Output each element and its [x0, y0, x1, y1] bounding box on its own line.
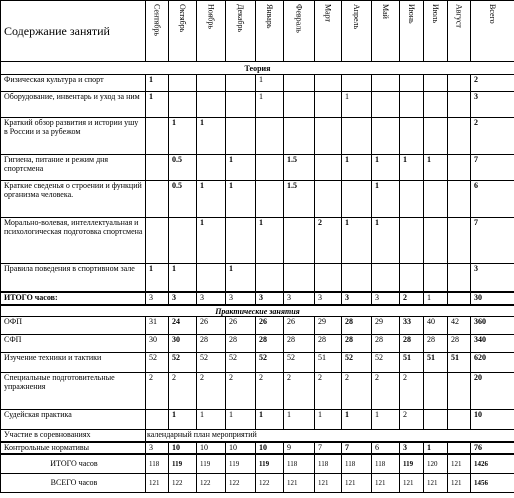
hours-cell: 7 [342, 442, 372, 454]
section-header-row [1, 305, 514, 317]
month-header-label: Июль [431, 4, 440, 24]
row-label: Контрольные нормативы [1, 442, 146, 454]
hours-cell: 52 [197, 353, 226, 373]
hours-cell: 51 [448, 353, 471, 373]
hours-cell: 118 [372, 454, 400, 474]
hours-cell: 119 [197, 454, 226, 474]
hours-cell: 2 [400, 373, 424, 410]
row-label: Правила поведения в спортивном зале [1, 264, 146, 293]
hours-cell [424, 410, 448, 430]
table-row [1, 335, 514, 353]
hours-cell [424, 118, 448, 155]
hours-cell: 28 [197, 335, 226, 353]
hours-cell: 3 [146, 442, 169, 454]
hours-cell: 1 [342, 218, 372, 264]
hours-cell: 3 [256, 292, 284, 305]
hours-cell: 28 [342, 317, 372, 335]
month-header-label: Июнь [407, 4, 416, 24]
hours-cell: 1 [146, 75, 169, 92]
hours-cell: 28 [400, 335, 424, 353]
table-row [1, 118, 514, 155]
hours-cell [284, 92, 315, 118]
hours-cell: 121 [372, 474, 400, 493]
row-label: Изучение техники и тактики [1, 353, 146, 373]
hours-cell: 119 [256, 454, 284, 474]
hours-cell: 51 [424, 353, 448, 373]
hours-cell [315, 155, 342, 181]
hours-cell: 33 [400, 317, 424, 335]
hours-cell: 3 [372, 292, 400, 305]
hours-cell: 2 [146, 373, 169, 410]
month-header [169, 1, 197, 62]
hours-cell: 1 [256, 75, 284, 92]
hours-cell: 52 [226, 353, 256, 373]
hours-cell [256, 181, 284, 218]
hours-cell [400, 92, 424, 118]
hours-cell [342, 118, 372, 155]
table-row [1, 92, 514, 118]
hours-cell [315, 118, 342, 155]
hours-cell [448, 218, 471, 264]
hours-cell: 1 [400, 155, 424, 181]
hours-cell [448, 410, 471, 430]
hours-cell: 76 [471, 442, 514, 454]
hours-cell: 52 [342, 353, 372, 373]
hours-cell: 30 [471, 292, 514, 305]
hours-cell: 6 [471, 181, 514, 218]
hours-cell [400, 118, 424, 155]
hours-cell: 1 [146, 92, 169, 118]
hours-cell: 3 [400, 442, 424, 454]
row-label: ИТОГО часов [1, 454, 146, 474]
hours-cell [197, 264, 226, 293]
hours-cell: 42 [448, 317, 471, 335]
hours-cell: 121 [146, 474, 169, 493]
hours-cell: 121 [424, 474, 448, 493]
hours-cell [424, 181, 448, 218]
hours-cell: 28 [284, 335, 315, 353]
hours-cell [448, 181, 471, 218]
hours-cell: 26 [284, 317, 315, 335]
hours-cell [284, 218, 315, 264]
hours-cell: 52 [169, 353, 197, 373]
hours-cell: 1 [372, 181, 400, 218]
row-label: Участие в соревнованиях [1, 430, 146, 443]
hours-cell [256, 155, 284, 181]
hours-cell: 20 [471, 373, 514, 410]
column-header-content: Содержание занятий [1, 1, 146, 62]
hours-cell [424, 75, 448, 92]
month-header [226, 1, 256, 62]
hours-cell: 1 [424, 155, 448, 181]
hours-cell [146, 181, 169, 218]
hours-cell [169, 92, 197, 118]
hours-cell: 51 [315, 353, 342, 373]
hours-cell: 121 [342, 474, 372, 493]
hours-cell: 2 [342, 373, 372, 410]
hours-cell: 340 [471, 335, 514, 353]
hours-cell: 26 [226, 317, 256, 335]
month-header-label: Ноябрь [206, 4, 216, 30]
hours-cell: 119 [169, 454, 197, 474]
hours-cell: 1 [342, 92, 372, 118]
hours-cell: 2 [471, 118, 514, 155]
hours-cell [448, 264, 471, 293]
row-label: Специальные подготовительные упражнения [1, 373, 146, 410]
row-label: Краткие сведенья о строении и функций организма человека. [1, 181, 146, 218]
hours-cell: 2 [284, 373, 315, 410]
hours-cell: 620 [471, 353, 514, 373]
table-row [1, 353, 514, 373]
hours-cell [448, 292, 471, 305]
hours-cell: 1 [146, 264, 169, 293]
hours-cell: 122 [256, 474, 284, 493]
row-label: Оборудование, инвентарь и уход за ним [1, 92, 146, 118]
hours-cell [169, 75, 197, 92]
month-header-label: Август [454, 4, 464, 28]
month-header [284, 1, 315, 62]
hours-cell: 1 [342, 155, 372, 181]
hours-cell: 29 [315, 317, 342, 335]
hours-cell [448, 442, 471, 454]
hours-cell: 122 [169, 474, 197, 493]
table-row [1, 218, 514, 264]
hours-cell [315, 181, 342, 218]
hours-cell: 1 [256, 410, 284, 430]
hours-cell: 3 [342, 292, 372, 305]
hours-cell: 2 [226, 373, 256, 410]
hours-cell [226, 118, 256, 155]
row-label: Гигиена, питание и режим дня спортсмена [1, 155, 146, 181]
hours-cell [448, 373, 471, 410]
hours-cell: 1 [197, 118, 226, 155]
hours-cell: 118 [342, 454, 372, 474]
month-header-label: Апрель [352, 4, 361, 30]
month-header [256, 1, 284, 62]
hours-cell [372, 92, 400, 118]
month-header [342, 1, 372, 62]
table-row [1, 155, 514, 181]
hours-cell: 0.5 [169, 181, 197, 218]
hours-cell: 118 [315, 454, 342, 474]
hours-cell [256, 118, 284, 155]
hours-cell: 1 [256, 92, 284, 118]
hours-cell: 1 [169, 410, 197, 430]
hours-cell: 1 [226, 410, 256, 430]
hours-cell: 2 [315, 373, 342, 410]
hours-cell [424, 218, 448, 264]
hours-cell [424, 92, 448, 118]
row-label: ВСЕГО часов [1, 474, 146, 493]
hours-cell: 122 [226, 474, 256, 493]
month-header-label: Октябрь [178, 4, 187, 33]
hours-cell: 121 [400, 474, 424, 493]
hours-cell [284, 264, 315, 293]
month-header-label: Сентябрь [152, 4, 162, 37]
hours-cell: 2 [471, 75, 514, 92]
hours-cell: 10 [197, 442, 226, 454]
hours-cell [448, 92, 471, 118]
hours-cell: 7 [471, 155, 514, 181]
hours-cell [448, 75, 471, 92]
hours-cell: 122 [197, 474, 226, 493]
hours-cell [342, 181, 372, 218]
hours-cell: 121 [284, 474, 315, 493]
hours-cell: 1426 [471, 454, 514, 474]
hours-cell: 10 [226, 442, 256, 454]
hours-cell: 119 [226, 454, 256, 474]
month-header [424, 1, 448, 62]
hours-cell [197, 92, 226, 118]
hours-cell: 30 [146, 335, 169, 353]
hours-cell [315, 75, 342, 92]
row-label: Морально-волевая, интеллектуальная и психологическая подготовка спортсмена [1, 218, 146, 264]
hours-cell: 6 [372, 442, 400, 454]
hours-cell: 121 [315, 474, 342, 493]
hours-cell: 1 [197, 218, 226, 264]
hours-cell [197, 155, 226, 181]
row-label: СФП [1, 335, 146, 353]
hours-cell: 10 [471, 410, 514, 430]
row-label: ОФП [1, 317, 146, 335]
hours-cell [226, 218, 256, 264]
hours-cell: 1 [169, 264, 197, 293]
theory-total-row [1, 292, 514, 305]
month-header-label: Январь [265, 4, 274, 29]
hours-cell: 52 [146, 353, 169, 373]
hours-cell: 118 [146, 454, 169, 474]
hours-cell: 1 [197, 181, 226, 218]
hours-cell [146, 410, 169, 430]
hours-cell: 2 [315, 218, 342, 264]
hours-cell: 3 [169, 292, 197, 305]
month-header-label: Всего [488, 4, 497, 24]
hours-cell: 2 [372, 373, 400, 410]
hours-cell: 28 [448, 335, 471, 353]
hours-cell [400, 264, 424, 293]
hours-cell [342, 264, 372, 293]
hours-cell: 7 [471, 218, 514, 264]
hours-cell [372, 118, 400, 155]
hours-cell [197, 75, 226, 92]
hours-cell: 29 [372, 317, 400, 335]
month-header-label: Декабрь [236, 4, 245, 33]
section-title: Практические занятия [1, 305, 514, 317]
hours-cell: 3 [471, 92, 514, 118]
month-header [315, 1, 342, 62]
month-header-label: Февраль [294, 4, 304, 33]
hours-cell: 1 [424, 292, 448, 305]
hours-cell [342, 75, 372, 92]
hours-cell: 40 [424, 317, 448, 335]
hours-cell: 3 [315, 292, 342, 305]
hours-cell: 1 [256, 218, 284, 264]
hours-cell [372, 75, 400, 92]
hours-cell: 3 [146, 292, 169, 305]
hours-cell: 10 [169, 442, 197, 454]
hours-cell [424, 373, 448, 410]
month-header-label: Май [381, 4, 390, 19]
hours-cell: 3 [226, 292, 256, 305]
month-header [400, 1, 424, 62]
hours-cell: 360 [471, 317, 514, 335]
hours-cell [400, 218, 424, 264]
hours-cell: 1 [342, 410, 372, 430]
hours-cell: 10 [256, 442, 284, 454]
hours-cell [284, 75, 315, 92]
hours-cell: 28 [424, 335, 448, 353]
hours-cell: 30 [169, 335, 197, 353]
hours-cell: 1456 [471, 474, 514, 493]
hours-cell [256, 264, 284, 293]
hours-cell: 28 [342, 335, 372, 353]
section-title: Теория [1, 62, 514, 75]
hours-cell [284, 118, 315, 155]
hours-cell: 2 [197, 373, 226, 410]
hours-cell: 1 [226, 264, 256, 293]
month-header [471, 1, 514, 62]
table-row [1, 317, 514, 335]
row-label: Физическая культура и спорт [1, 75, 146, 92]
hours-cell [315, 92, 342, 118]
competitions-row [1, 430, 514, 443]
table-row [1, 181, 514, 218]
hours-cell: 1 [226, 181, 256, 218]
hours-cell: 120 [424, 454, 448, 474]
hours-cell [146, 118, 169, 155]
row-label: ИТОГО часов: [1, 292, 146, 305]
hours-cell: 28 [315, 335, 342, 353]
hours-cell: 0.5 [169, 155, 197, 181]
hours-cell [146, 218, 169, 264]
month-header [197, 1, 226, 62]
hours-cell [226, 75, 256, 92]
table-row [1, 410, 514, 430]
table-row [1, 373, 514, 410]
table-row [1, 264, 514, 293]
hours-cell [400, 181, 424, 218]
month-header [372, 1, 400, 62]
hours-cell: 9 [284, 442, 315, 454]
hours-cell: 52 [372, 353, 400, 373]
hours-cell: 24 [169, 317, 197, 335]
hours-cell: 26 [256, 317, 284, 335]
hours-cell: 31 [146, 317, 169, 335]
hours-cell: 2 [400, 292, 424, 305]
hours-cell: 118 [284, 454, 315, 474]
hours-cell: 1 [372, 218, 400, 264]
hours-cell [424, 264, 448, 293]
hours-cell [169, 218, 197, 264]
hours-cell: 26 [197, 317, 226, 335]
hours-cell: 1 [315, 410, 342, 430]
month-header-label: Март [323, 4, 333, 23]
table-body [1, 1, 514, 493]
hours-cell: 1 [197, 410, 226, 430]
hours-cell [146, 155, 169, 181]
hours-cell: 3 [284, 292, 315, 305]
hours-cell: 1 [424, 442, 448, 454]
hours-cell [315, 264, 342, 293]
hours-cell: 121 [448, 454, 471, 474]
hours-cell: 28 [372, 335, 400, 353]
row-label: Краткий обзор развития и истории ушу в России и за рубежом [1, 118, 146, 155]
row-label: Судейская практика [1, 410, 146, 430]
hours-cell: 52 [284, 353, 315, 373]
hours-cell: 1 [372, 155, 400, 181]
hours-cell: 52 [256, 353, 284, 373]
vsego-row [1, 474, 514, 493]
hours-cell: 2 [400, 410, 424, 430]
hours-cell: 2 [169, 373, 197, 410]
hours-cell: 1.5 [284, 155, 315, 181]
hours-cell: 121 [448, 474, 471, 493]
norms-row [1, 442, 514, 454]
hours-cell: 3 [471, 264, 514, 293]
month-header [448, 1, 471, 62]
hours-cell: 119 [400, 454, 424, 474]
itogo-row [1, 454, 514, 474]
hours-cell [372, 264, 400, 293]
section-header-row [1, 62, 514, 75]
competitions-plan-note: календарный план мероприятий [146, 430, 514, 443]
hours-cell: 7 [315, 442, 342, 454]
hours-cell: 1 [284, 410, 315, 430]
hours-cell: 51 [400, 353, 424, 373]
hours-cell: 1.5 [284, 181, 315, 218]
hours-cell: 1 [226, 155, 256, 181]
month-header [146, 1, 169, 62]
header-row [1, 1, 514, 62]
hours-cell: 28 [256, 335, 284, 353]
hours-cell: 1 [372, 410, 400, 430]
hours-cell [448, 155, 471, 181]
hours-cell: 3 [197, 292, 226, 305]
hours-cell [400, 75, 424, 92]
table-row [1, 75, 514, 92]
hours-cell [226, 92, 256, 118]
hours-cell: 28 [226, 335, 256, 353]
hours-cell: 1 [169, 118, 197, 155]
hours-cell: 2 [256, 373, 284, 410]
hours-cell [448, 118, 471, 155]
